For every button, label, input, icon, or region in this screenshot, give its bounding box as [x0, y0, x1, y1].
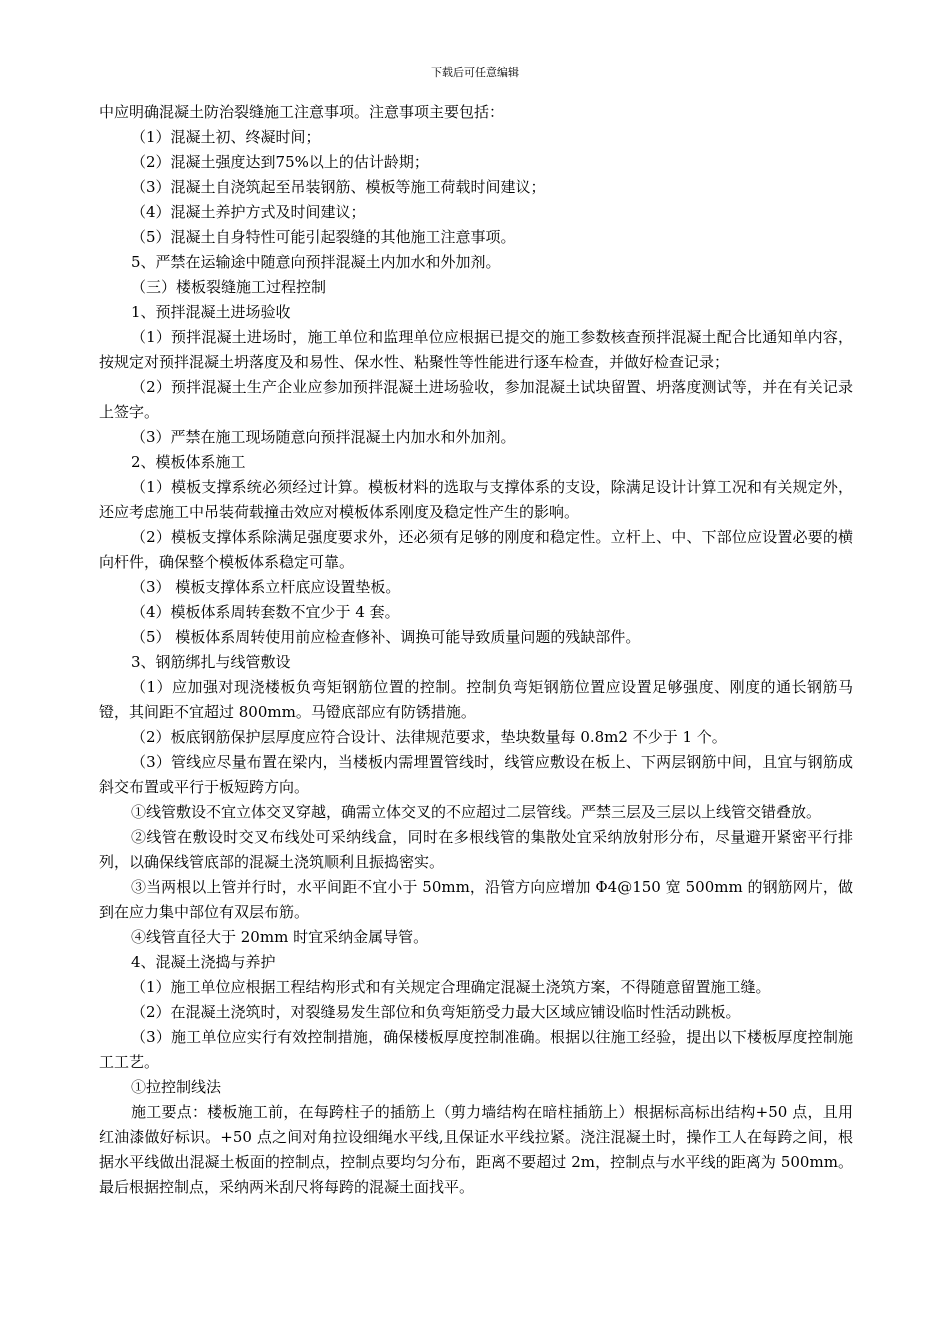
paragraph: （1）应加强对现浇楼板负弯矩钢筋位置的控制。控制负弯矩钢筋位置应设置足够强度、刚度的通长钢筋马镫，其间距不宜超过 800mm。马镫底部应有防锈措施。: [99, 678, 853, 721]
paragraph: （2）预拌混凝土生产企业应参加预拌混凝土进场验收，参加混凝土试块留置、坍落度测试等，并在有关记录上签字。: [99, 378, 853, 421]
paragraph: ②线管在敷设时交叉布线处可采纳线盒，同时在多根线管的集散处宜采纳放射形分布，尽量避开紧密平行排列，以确保线管底部的混凝土浇筑顺利且振捣密实。: [99, 828, 853, 871]
paragraph: （3）管线应尽量布置在梁内，当楼板内需埋置管线时，线管应敷设在板上、下两层钢筋中间，且宜与钢筋成斜交布置或平行于板短跨方向。: [99, 753, 853, 796]
paragraph: 2、模板体系施工: [131, 453, 246, 471]
paragraph: ④线管直径大于 20mm 时宜采纳金属导管。: [131, 928, 429, 946]
paragraph: （2）板底钢筋保护层厚度应符合设计、法律规范要求，垫块数量每 0.8m2 不少于 1 个。: [131, 728, 727, 746]
paragraph: 1、预拌混凝土进场验收: [131, 303, 291, 321]
paragraph: （3）施工单位应实行有效控制措施，确保楼板厚度控制准确。根据以往施工经验，提出以下楼板厚度控制施工工艺。: [99, 1028, 853, 1071]
paragraph: （5）混凝土自身特性可能引起裂缝的其他施工注意事项。: [131, 228, 516, 246]
paragraph: 3、钢筋绑扎与线管敷设: [131, 653, 291, 671]
paragraph: 中应明确混凝土防治裂缝施工注意事项。注意事项主要包括：: [99, 103, 505, 121]
paragraph: 施工要点：楼板施工前，在每跨柱子的插筋上（剪力墙结构在暗柱插筋上）根据标高标出结构+50 点，且用红油漆做好标识。+50 点之间对角拉设细绳水平线,且保证水平线拉紧。浇注混凝土时，操作工人在每跨之间，根据水平线做出混凝土板面的控制点，控制点要均匀分布，距离不要超过 2m，控制点与水平线的距离为 500mm。最后根据控制点，采纳两米刮尺将每跨的混凝土面找平。: [99, 1103, 853, 1196]
document-body: [99, 100, 853, 1200]
paragraph: （2）混凝土强度达到75%以上的估计龄期；: [131, 153, 429, 171]
paragraph: （4）混凝土养护方式及时间建议；: [131, 203, 366, 221]
paragraph: （3）严禁在施工现场随意向预拌混凝土内加水和外加剂。: [131, 428, 516, 446]
paragraph: ①拉控制线法: [131, 1078, 222, 1096]
paragraph: （2）在混凝土浇筑时，对裂缝易发生部位和负弯矩筋受力最大区域应铺设临时性活动跳板。: [131, 1003, 741, 1021]
paragraph: （3）混凝土自浇筑起至吊装钢筋、模板等施工荷载时间建议；: [131, 178, 546, 196]
paragraph: （4）模板体系周转套数不宜少于 4 套。: [131, 603, 400, 621]
paragraph: （3） 模板支撑体系立杆底应设置垫板。: [131, 578, 401, 596]
paragraph: （三）楼板裂缝施工过程控制: [131, 278, 327, 296]
paragraph: （5） 模板体系周转使用前应检查修补、调换可能导致质量问题的残缺部件。: [131, 628, 641, 646]
paragraph: （1）预拌混凝土进场时，施工单位和监理单位应根据已提交的施工参数核查预拌混凝土配合比通知单内容，按规定对预拌混凝土坍落度及和易性、保水性、粘聚性等性能进行逐车检查，并做好检查记录；: [99, 328, 853, 371]
page-header: 下载后可任意编辑: [431, 66, 519, 79]
paragraph: ①线管敷设不宜立体交叉穿越，确需立体交叉的不应超过二层管线。严禁三层及三层以上线管交错叠放。: [131, 803, 822, 821]
paragraph: （2）模板支撑体系除满足强度要求外，还必须有足够的刚度和稳定性。立杆上、中、下部位应设置必要的横向杆件，确保整个模板体系稳定可靠。: [99, 528, 853, 571]
paragraph: 4、混凝土浇捣与养护: [131, 953, 276, 971]
paragraph: 5、严禁在运输途中随意向预拌混凝土内加水和外加剂。: [131, 253, 501, 271]
paragraph: （1）模板支撑系统必须经过计算。模板材料的选取与支撑体系的支设，除满足设计计算工况和有关规定外，还应考虑施工中吊装荷载撞击效应对模板体系刚度及稳定性产生的影响。: [99, 478, 853, 521]
paragraph: ③当两根以上管并行时，水平间距不宜小于 50mm，沿管方向应增加 Φ4@150 宽 500mm 的钢筋网片，做到在应力集中部位有双层布筋。: [99, 878, 853, 921]
paragraph: （1）混凝土初、终凝时间；: [131, 128, 321, 146]
paragraph: （1）施工单位应根据工程结构形式和有关规定合理确定混凝土浇筑方案，不得随意留置施工缝。: [131, 978, 771, 996]
